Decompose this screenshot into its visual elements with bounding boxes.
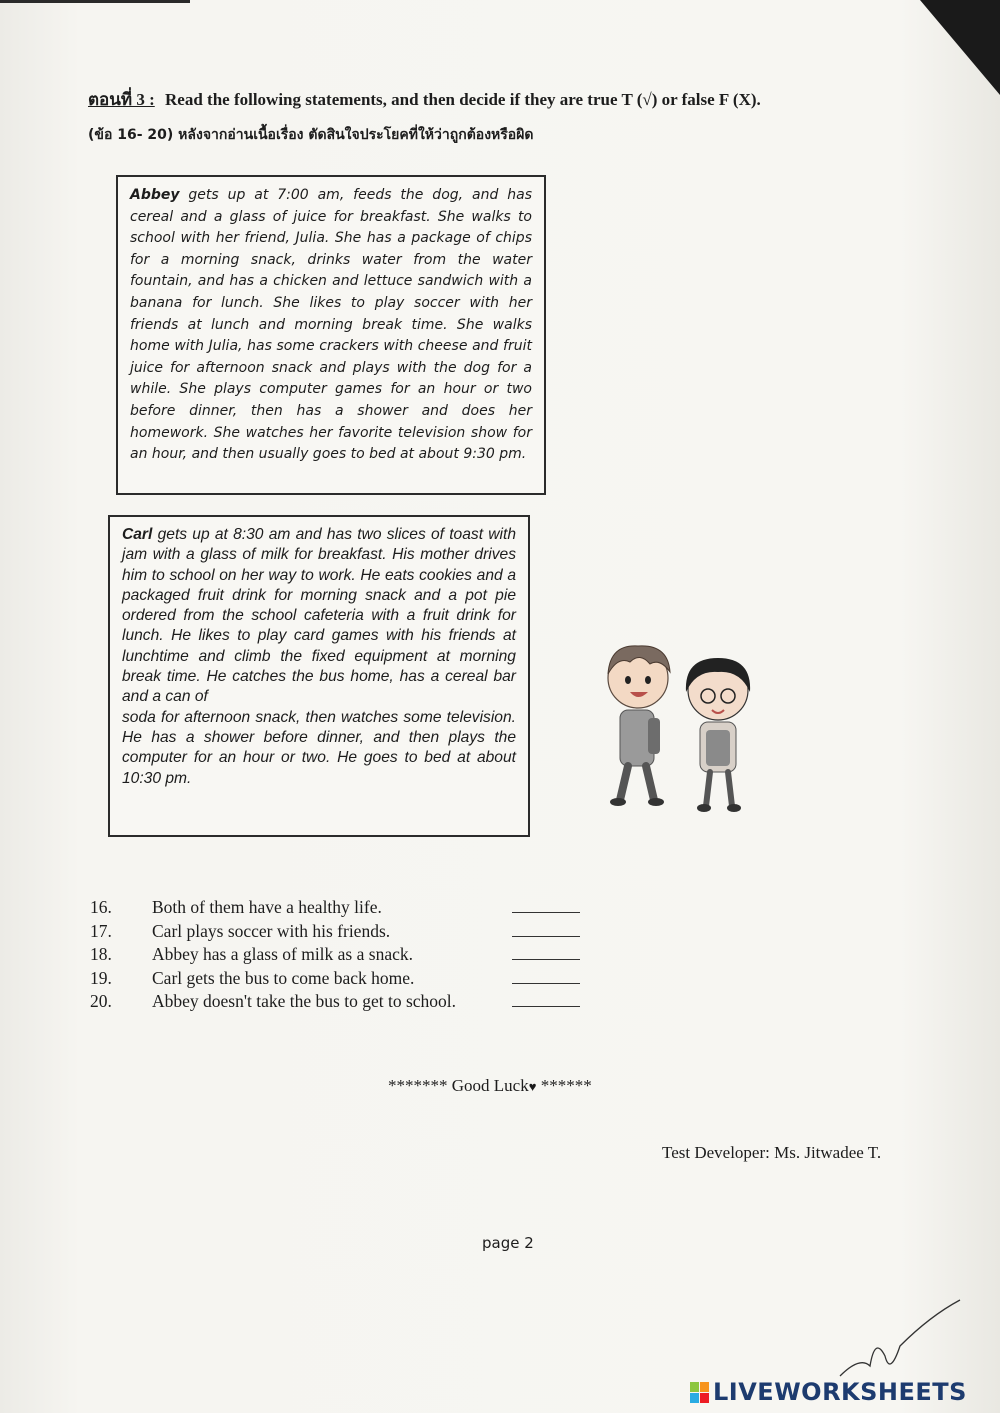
- instruction-text: Read the following statements, and then decide if they are true T (√) or false F (X).: [165, 90, 761, 109]
- statement-text: Both of them have a healthy life.: [152, 897, 382, 917]
- passage-carl: [108, 515, 530, 837]
- kids-illustration: [590, 630, 780, 830]
- statement-text: Abbey has a glass of milk as a snack.: [152, 944, 413, 964]
- statement-20: [90, 990, 610, 1014]
- good-luck-line: [388, 1076, 592, 1096]
- heart-icon: ♥: [528, 1079, 537, 1094]
- signature-scribble: [830, 1296, 970, 1386]
- statement-number: 19.: [90, 967, 112, 988]
- passage-abbey-name: Abbey: [130, 187, 180, 203]
- page-number: page 2: [482, 1234, 534, 1252]
- good-luck-text: ******* Good Luck: [388, 1076, 529, 1095]
- logo-text: LIVEWORKSHEETS: [713, 1378, 967, 1406]
- part-label: ตอนที่ 3 :: [88, 90, 155, 109]
- girl-figure: [686, 658, 750, 812]
- statement-text: Carl plays soccer with his friends.: [152, 920, 391, 941]
- answer-blank-20[interactable]: [512, 990, 580, 1007]
- passage-abbey: [116, 175, 546, 495]
- statement-number: 16.: [90, 897, 112, 917]
- test-developer: Test Developer: Ms. Jitwadee T.: [662, 1143, 882, 1162]
- statement-number: 20.: [90, 991, 112, 1011]
- statement-19: [90, 967, 610, 991]
- logo-mark-icon: [690, 1382, 709, 1403]
- answer-blank-18[interactable]: [512, 943, 580, 960]
- statement-text: Abbey doesn't take the bus to get to school.: [152, 991, 457, 1011]
- statement-18: [90, 943, 610, 967]
- scan-corner-shadow: [920, 0, 1000, 95]
- instruction-thai: (ข้อ 16- 20) หลังจากอ่านเนื้อเรื่อง ตัดสินใจประโยคที่ให้ว่าถูกต้องหรือผิด: [88, 127, 534, 143]
- good-luck-stars: ******: [536, 1076, 592, 1095]
- statement-17: [90, 920, 610, 944]
- scan-edge-line: [0, 0, 190, 3]
- answer-blank-16[interactable]: [512, 896, 580, 913]
- statement-number: 17.: [90, 920, 112, 941]
- passage-abbey-text: gets up at 7:00 am, feeds the dog, and has cereal and a glass of juice for breakfast. She walks to school with her friend, Julia. She has a package of chips for a morning snack, drinks water from the water fountain, and has a chicken and lettuce sandwich with a banana for lunch. She likes to play soccer with her friends at lunch and morning break time. She walks home with Julia, has some crackers with cheese and fruit juice for afternoon snack and plays with the dog for a while. She plays computer games for an hour or two before dinner, then has a shower and does her homework. She watches her favorite television show for an hour, and then usually goes to bed at about 9:30 pm.: [130, 187, 532, 463]
- passage-carl-text-1: gets up at 8:30 am and has two slices of toast with jam with a glass of milk for breakfast. His mother drives him to school on her way to work. He eats cookies and a packaged fruit drink for morning snack and a pot pie ordered from the school cafeteria with a fruit drink for lunch. He likes to play card games with his friends at lunchtime and climb the fixed equipment at morning break time. He catches the bus home, has a cereal bar and a can of: [122, 526, 516, 706]
- statement-text: Carl gets the bus to come back home.: [152, 967, 415, 988]
- statement-list: [90, 896, 610, 1014]
- passage-carl-name: Carl: [122, 526, 153, 543]
- boy-figure: [608, 646, 670, 806]
- instruction-english: [88, 86, 908, 113]
- answer-blank-19[interactable]: [512, 967, 580, 984]
- statement-16: [90, 896, 610, 920]
- passage-carl-text-2: soda for afternoon snack, then watches some television. He has a shower before dinner, and then plays the computer for an hour or two. He goes to bed at about 10:30 pm.: [122, 708, 516, 787]
- answer-blank-17[interactable]: [512, 920, 580, 937]
- statement-number: 18.: [90, 944, 112, 964]
- liveworksheets-logo[interactable]: [690, 1378, 967, 1406]
